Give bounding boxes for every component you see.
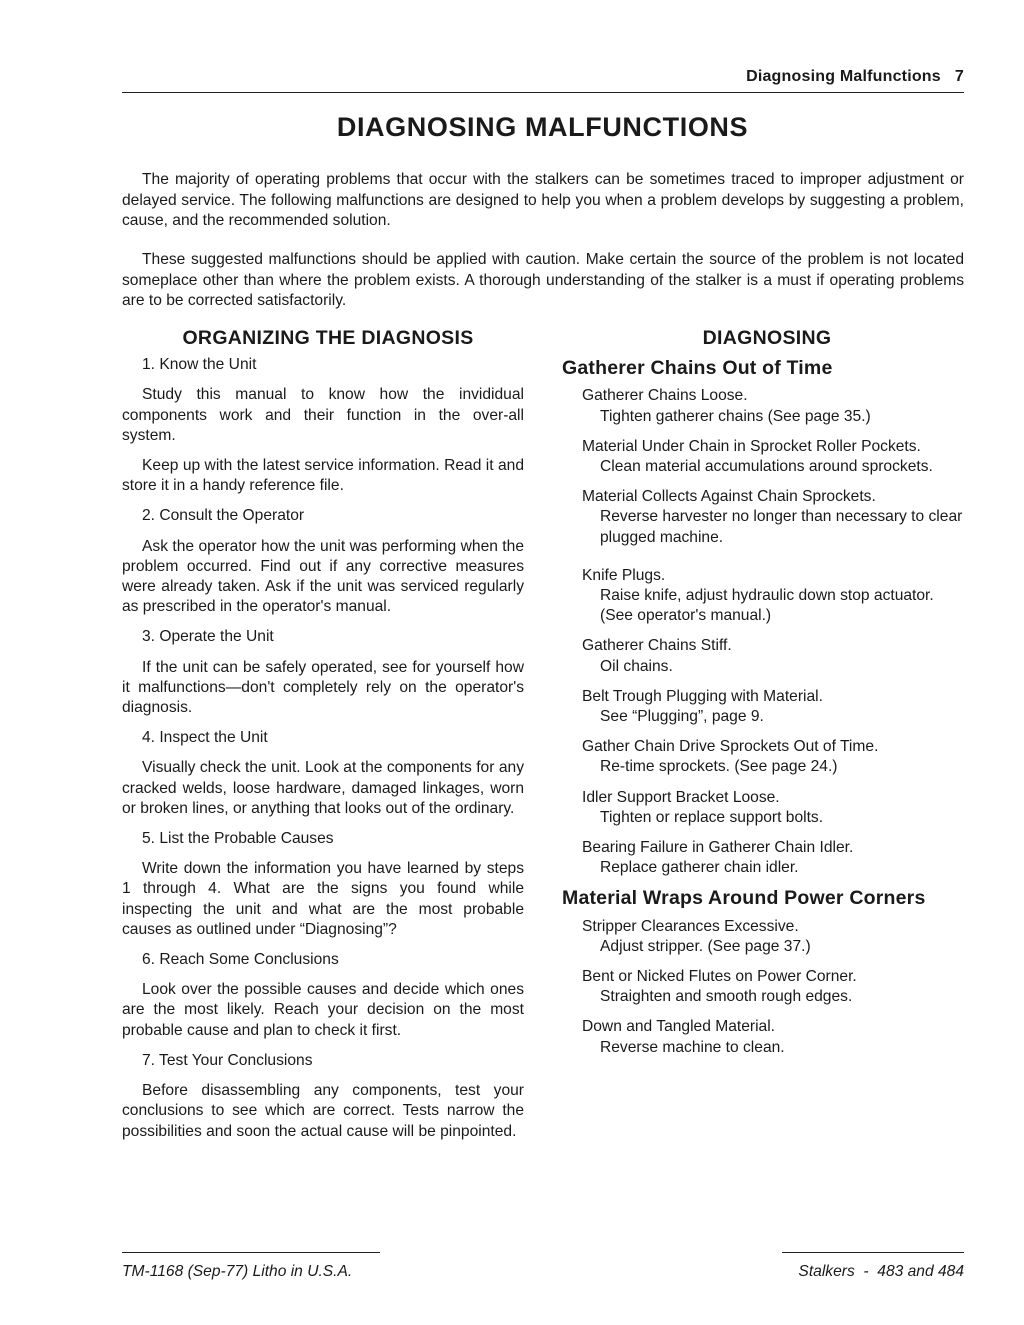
problem-item: [562, 687, 966, 727]
step-title: 4. Inspect the Unit: [142, 729, 268, 747]
page-number: 7: [954, 68, 964, 85]
problem-remedy: Reverse machine to clean.: [600, 1038, 785, 1056]
step-paragraph: If the unit can be safely operated, see for yourself how it malfunctions—don't completely rely on the operator's diagnosis.: [122, 658, 524, 717]
problem-remedy: Replace gatherer chain idler.: [600, 859, 799, 877]
problem-title: Material Collects Against Chain Sprockets.: [582, 488, 876, 506]
right-column: [562, 328, 966, 1068]
step-paragraph: Study this manual to know how the invididual components work and their function in the over-all system.: [122, 386, 524, 444]
intro-paragraph-2-text: These suggested malfunctions should be applied with caution. Make certain the source of the problem is not located someplace other than where the problem exists. A thorough understanding of the stalker is a must if operating problems are to be corrected satisfactorily.: [122, 251, 964, 309]
problem-remedy: Oil chains.: [600, 657, 673, 675]
problem-title: Idler Support Bracket Loose.: [582, 788, 780, 806]
running-header: [746, 68, 964, 86]
problem-item: [562, 386, 966, 426]
step-paragraph: Before disassembling any components, test your conclusions to see which are correct. Tests narrow the possibilities and soon the actual cause will be pinpointed.: [122, 1082, 524, 1140]
step-paragraph: Look over the possible causes and decide which ones are the most likely. Reach your decision on the most probable cause and plan to check it first.: [122, 981, 524, 1039]
footer-model-info: Stalkers - 483 and 484: [798, 1263, 964, 1280]
problem-item: [562, 437, 966, 477]
footer-rule-left: [122, 1252, 380, 1253]
problem-remedy: Tighten gatherer chains (See page 35.): [600, 407, 871, 425]
problem-title: Bearing Failure in Gatherer Chain Idler.: [582, 839, 854, 857]
step-title: 2. Consult the Operator: [142, 507, 305, 525]
problem-title: Knife Plugs.: [582, 566, 666, 584]
problem-item: [562, 566, 966, 627]
problem-item: [562, 487, 966, 548]
problem-remedy: Raise knife, adjust hydraulic down stop actuator. (See operator's manual.): [600, 587, 934, 625]
footer-rule-right: [782, 1252, 964, 1253]
step-title: 7. Test Your Conclusions: [142, 1051, 313, 1069]
problem-title: Gatherer Chains Stiff.: [582, 637, 732, 655]
running-header-title: Diagnosing Malfunctions: [746, 68, 941, 85]
organizing-heading: ORGANIZING THE DIAGNOSIS: [182, 327, 474, 349]
intro-paragraph-1-text: The majority of operating problems that occur with the stalkers can be sometimes traced to improper adjustment or delayed service. The following malfunctions are designed to help you when a problem develops by suggesting a problem, cause, and the recommended solution.: [122, 171, 964, 229]
intro-paragraph-2: [122, 250, 964, 312]
problem-remedy: Straighten and smooth rough edges.: [600, 988, 853, 1006]
intro-paragraph-1: [122, 170, 964, 232]
problem-item: [562, 737, 966, 777]
problem-remedy: Adjust stripper. (See page 37.): [600, 937, 811, 955]
problem-remedy: See “Plugging”, page 9.: [600, 708, 764, 726]
problem-title: Gather Chain Drive Sprockets Out of Time.: [582, 738, 879, 756]
problem-title: Gatherer Chains Loose.: [582, 387, 748, 405]
problem-item: [562, 788, 966, 828]
step-paragraph: Visually check the unit. Look at the components for any cracked welds, loose hardware, damaged linkages, worn or broken lines, or anything that looks out of the ordinary.: [122, 759, 524, 817]
step-title: 1. Know the Unit: [142, 356, 257, 374]
diagnosing-heading: DIAGNOSING: [702, 327, 832, 349]
header-rule: [122, 92, 964, 93]
step-title: 6. Reach Some Conclusions: [142, 951, 339, 969]
problem-remedy: Clean material accumulations around sprockets.: [600, 458, 933, 476]
footer-document-code: TM-1168 (Sep-77) Litho in U.S.A.: [122, 1263, 353, 1280]
problem-item: [562, 838, 966, 878]
problem-title: Material Under Chain in Sprocket Roller Pockets.: [582, 437, 921, 455]
step-title: 3. Operate the Unit: [142, 628, 274, 646]
section-heading-power-corners: Material Wraps Around Power Corners: [562, 887, 926, 910]
step-title: 5. List the Probable Causes: [142, 830, 334, 848]
problem-title: Down and Tangled Material.: [582, 1018, 776, 1036]
left-column: [122, 328, 524, 1152]
problem-title: Belt Trough Plugging with Material.: [582, 687, 823, 705]
page-title: DIAGNOSING MALFUNCTIONS: [336, 112, 749, 142]
problem-item: [562, 1017, 966, 1057]
step-paragraph: Ask the operator how the unit was performing when the problem occurred. Find out if any corrective measures were already taken. Ask if the unit was serviced regularly as prescribed in the operator's manual.: [122, 537, 524, 616]
step-paragraph: Keep up with the latest service information. Read it and store it in a handy reference file.: [122, 457, 524, 495]
problem-title: Bent or Nicked Flutes on Power Corner.: [582, 968, 857, 986]
problem-item: [562, 636, 966, 676]
problem-item: [562, 917, 966, 957]
step-paragraph: Write down the information you have learned by steps 1 through 4. What are the signs you found while inspecting the unit and what are the most probable causes as outlined under “Diagnosing”?: [122, 860, 524, 938]
problem-remedy: Re-time sprockets. (See page 24.): [600, 758, 838, 776]
problem-title: Stripper Clearances Excessive.: [582, 917, 799, 935]
problem-remedy: Reverse harvester no longer than necessary to clear plugged machine.: [600, 508, 963, 546]
section-heading-gatherer-chains: Gatherer Chains Out of Time: [562, 357, 833, 380]
problem-item: [562, 967, 966, 1007]
problem-remedy: Tighten or replace support bolts.: [600, 808, 824, 826]
